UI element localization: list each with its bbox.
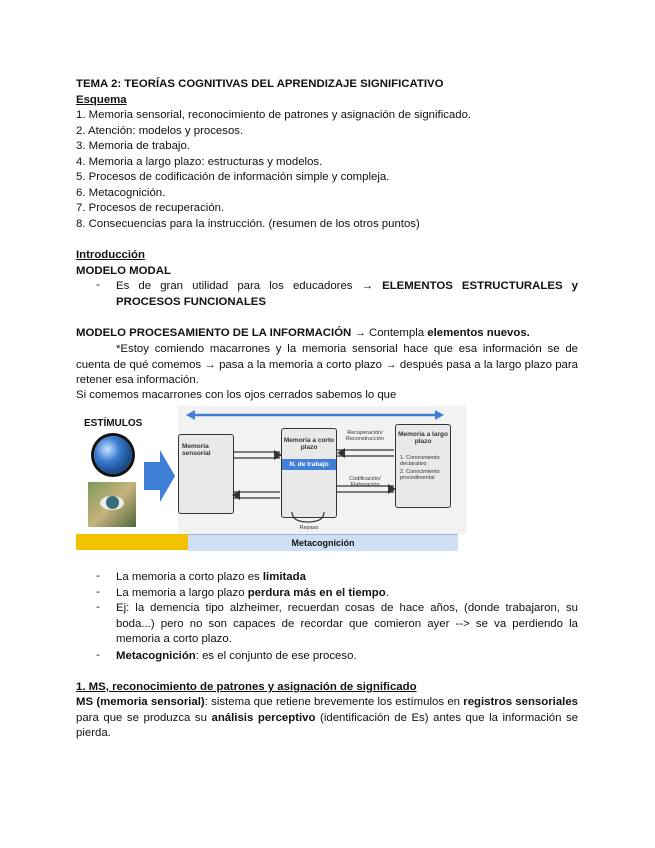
intro-heading: Introducción [76, 249, 145, 261]
esquema-heading: Esquema [76, 94, 127, 106]
recuperacion-label: Recuperación/ Reconstrucción [346, 430, 384, 442]
list-item: 6. Metacognición. [76, 187, 166, 199]
repaso-label: Repaso [299, 525, 319, 531]
list-item: Metacognición: es el conjunto de ese proceso. [116, 650, 357, 662]
modelo-modal-heading: MODELO MODAL [76, 265, 171, 277]
list-item: 1. Memoria sensorial, reconocimiento de patrones y asignación de significado. [76, 109, 472, 121]
repaso-loop-icon [286, 512, 330, 526]
list-item: 3. Memoria de trabajo. [76, 140, 190, 152]
section1-heading: 1. MS, reconocimiento de patrones y asignación de significado [76, 681, 417, 693]
list-item: 5. Procesos de codificación de información simple y compleja. [76, 171, 390, 183]
list-item: 7. Procesos de recuperación. [76, 202, 225, 214]
list-item: 2. Atención: modelos y procesos. [76, 125, 244, 137]
extra-line: Si comemos macarrones con los ojos cerrados sabemos lo que [76, 389, 397, 401]
input-arrow-icon [144, 448, 176, 504]
corto-plazo-box: Memoria a corto plazo N. de trabajo [281, 428, 337, 518]
list-item: 4. Memoria a largo plazo: estructuras y modelos. [76, 156, 323, 168]
largo-plazo-box: Memoria a largo plazo 1. Conocimiento declarativo 2. Conocimiento procedimental [395, 424, 451, 508]
modelo-modal-bullet: Es de gran utilidad para los educadores → ELEMENTOS ESTRUCTURALES y PROCESOS FUNCIONALES [116, 280, 578, 308]
list-item: La memoria a corto plazo es limitada [116, 571, 306, 583]
list-item: Ej: la demencia tipo alzheimer, recuerdan cosas de hace años, (donde trabajaron, su boda...) pero no son capaces de recordar que comieron ayer --> se va perdiendo la memoria a corto plazo. [116, 602, 578, 645]
memoria-sensorial-box: Memoria sensorial [178, 434, 234, 514]
memory-model-diagram [76, 406, 466, 552]
list-item: 8. Consecuencias para la instrucción. (resumen de los otros puntos) [76, 218, 420, 230]
page-title: TEMA 2: TEORÍAS COGNITIVAS DEL APRENDIZAJE SIGNIFICATIVO [76, 78, 444, 90]
estimulos-label: ESTÍMULOS [84, 418, 143, 429]
metacognicion-bar: Metacognición [188, 534, 458, 551]
trabajo-box: N. de trabajo [282, 459, 336, 470]
section1-paragraph: MS (memoria sensorial): sistema que retiene brevemente los estímulos en registros sensoriales para que se produzca su análisis perceptivo (identificación de Es) antes que la información se pierda. [76, 696, 578, 739]
eye-image [88, 482, 136, 527]
list-item: La memoria a largo plazo perdura más en el tiempo. [116, 587, 389, 599]
earth-image [94, 436, 132, 474]
feedback-arrow-icon [186, 408, 444, 422]
quote-paragraph: *Estoy comiendo macarrones y la memoria sensorial hace que esa información se de cuenta de qué comemos → pasa a la memoria a corto plazo → después pasa a la largo plazo para retener esa información. [76, 343, 578, 386]
yellow-bar [76, 534, 188, 550]
codificacion-label: Codificación/ Elaboración [349, 476, 381, 488]
bullet-dash: - [96, 279, 100, 291]
modelo-pi-heading: MODELO PROCESAMIENTO DE LA INFORMACIÓN → Contempla elementos nuevos. [76, 327, 530, 339]
